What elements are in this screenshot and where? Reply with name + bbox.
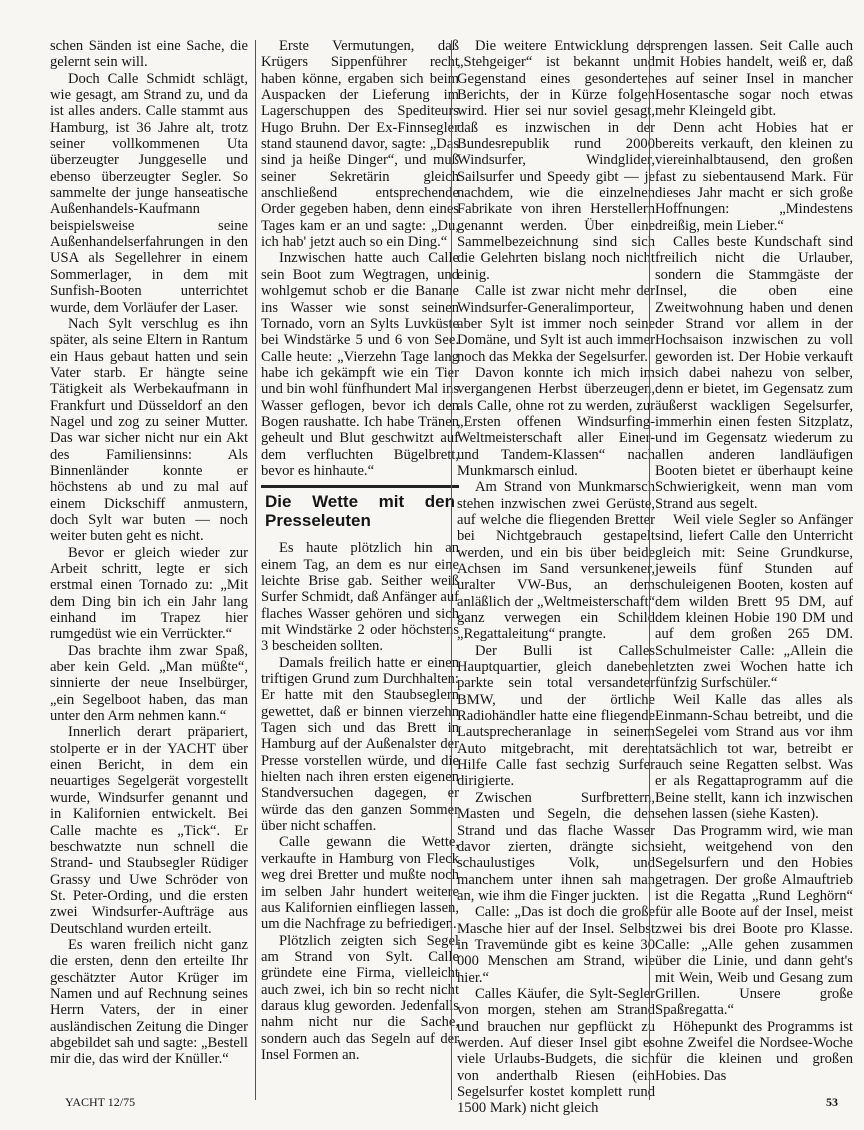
paragraph: Calle: „Das ist doch die große Masche hier auf der Insel. Selbst in Travemünde gibt es keine 30 000 Menschen am Strand, wie hier.“ xyxy=(457,904,655,986)
paragraph: Weil Kalle das alles als Einmann-Schau betreibt, und die Segelei vom Strand aus vor ihm tatsächlich tot war, betreibt er auch seine Regatten selbst. Was er als Regattaprogramm auf die Beine stellt, kann ich inzwischen sehen lassen (siehe Kasten). xyxy=(655,691,853,823)
paragraph: Nach Sylt verschlug es ihn später, als seine Eltern in Rantum ein Haus gebaut hatten und sein Vater starb. Er hängte seine Tätigkeit als Werbekaufmann in Frankfurt und Düsseldorf an den Nagel und zog zu seiner Mutter. Das war sicher nicht nur ein Akt des Familiensinns: Als Binnenländer konnte er höchstens ab und zu mal auf einem Dickschiff anmustern, doch Sylt war buten — noch weiter buten geht es nicht. xyxy=(50,315,248,545)
paragraph: Das Programm wird, wie man sieht, weitgehend von den Segelsurfern und den Hobies getragen. Der große Almauftrieb ist die Regatta „Rund Leghörn“ für alle Boote auf der Insel, meist zwei bis drei Boote pro Klasse. Calle: „Alle gehen zusammen über die Linie, und dann geht's mit Wein, Weib und Gesang zum Grillen. Unsere große Spaßregatta.“ xyxy=(655,822,853,1019)
paragraph: Doch Calle Schmidt schlägt, wie gesagt, am Strand zu, und da ist alles anders. Calle stammt aus Hamburg, ist 36 Jahre alt, trotz seiner vollkommenen Uta überzeugter Junggeselle und ebenso überzeugter Segler. So sammelte der junge hanseatische Außenhandels-Kaufmann beispielsweise seine Außenhandelserfahrungen in den USA als Segellehrer in einem Sommerlager, in dem mit Sunfish-Booten unterrichtet wurde, dem Vorläufer der Laser. xyxy=(50,70,248,316)
paragraph: Am Strand von Munkmarsch stehen inzwischen zwei Gerüste, auf welche die fliegenden Bretter bei Nichtgebrauch gestapelt werden, und ein bis über beide Achsen im Sand versunkener, uralter VW-Bus, an dem anläßlich der „Weltmeisterschaft“ ganz verwegen ein Schild „Regattaleitung“ prangte. xyxy=(457,479,655,643)
paragraph: schen Sänden ist eine Sache, die gelernt sein will. xyxy=(50,38,248,71)
paragraph: Erste Vermutungen, daß Krügers Sippenführer recht haben könne, ergaben sich beim Auspacken der Lieferung im Lagerschuppen des Spediteurs Hugo Bruhn. Der Ex-Finnsegler stand staunend davor, sagte: „Das sind ja heiße Dinger“, und muß seiner Sekretärin gleich anschließend entsprechende Order gegeben haben, denn eines Tages kam er an und sagte: „Du, ich hab' jetzt auch so ein Ding.“ xyxy=(261,38,459,251)
paragraph: Es waren freilich nicht ganz die ersten, denn den erteilte Ihr geschätzter Autor Krüger im Namen und auf Rechnung seines Herrn Vaters, der in einer ausländischen Zeitung die Dinger abgebildet sah und sagte: „Bestell mir die, das wird der Knüller.“ xyxy=(50,936,248,1068)
column-divider xyxy=(255,40,256,1100)
paragraph: Der Bulli ist Calles Hauptquartier, gleich daneben parkte sein total versandeter BMW, und der örtliche Radiohändler hatte eine fliegende Lautsprecheranlage in seinem Auto mitgebracht, mit deren Hilfe Calle fast sechzig Surfer dirigierte. xyxy=(457,642,655,790)
text-column-2 xyxy=(261,38,459,1063)
text-column-3 xyxy=(457,38,655,1117)
paragraph: Höhepunkt des Programms ist ohne Zweifel die Nordsee-Woche für die kleinen und großen Hobies. Das xyxy=(655,1018,853,1084)
column-divider xyxy=(451,40,452,1100)
paragraph: Bevor er gleich wieder zur Arbeit schritt, legte er sich erstmal einen Tornado zu: „Mit dem Ding bin ich ein Jahr lang einhand im Trapez hier rumgedüst wie ein Verrückter.“ xyxy=(50,544,248,643)
magazine-issue-label: YACHT 12/75 xyxy=(65,1095,136,1109)
paragraph: Calle ist zwar nicht mehr der Windsurfer-Generalimporteur, aber Sylt ist immer noch seine Domäne, und Sylt ist auch immer noch das Mekka der Segelsurfer. xyxy=(457,283,655,365)
paragraph: Zwischen Surfbrettern, Masten und Segeln, die den Strand und das flache Wasser davor zierten, drängte sich schaulustiges Volk, und manchem unter ihnen sah man an, wie ihm die Finger juckten. xyxy=(457,789,655,904)
page-number: 53 xyxy=(826,1095,838,1109)
paragraph: Die weitere Entwicklung der „Stehgeiger“ ist bekannt und Gegenstand eines gesonderten Berichts, der in Kürze folgen wird. Hier sei nur soviel gesagt, daß es inzwischen in der Bundesrepublik rund 2000 Windsurfer, Windglider, Sailsurfer und Speedy gibt — je nachdem, wie die einzelnen Fabrikate von ihren Herstellern genannt werden. Über eine Sammelbezeichnung sind sich die Gelehrten bislang noch nicht einig. xyxy=(457,38,655,283)
paragraph: Inzwischen hatte auch Calle sein Boot zum Wegtragen, und wohlgemut schob er die Banane ins Wasser wie sonst seinen Tornado, vorn an Sylts Luvküste bei Windstärke 5 und 6 von See. Calle heute: „Vierzehn Tage lang habe ich gekämpft wie ein Tier und bin wohl fünfhundert Mal ins Wasser geflogen, bevor ich den Bogen raushatte. Ich habe Tränen geheult und Blut geschwitzt auf dem verfluchten Bügelbrett, bevor es hinhaute.“ xyxy=(261,250,459,479)
paragraph: Weil viele Segler so Anfänger sind, liefert Calle den Unterricht gleich mit: Seine Grundkurse, jeweils fünf Stunden auf schuleigenen Booten, kosten auf dem wilden Brett 95 DM, auf dem kleinen Hobie 190 DM und auf dem großen 265 DM. Schulmeister Calle: „Allein die letzten zwei Wochen hatte ich fünfzig Surfschüler.“ xyxy=(655,511,853,692)
paragraph: Calle gewann die Wette, verkaufte in Hamburg von Fleck weg drei Bretter und mußte noch im selben Jahr hundert weitere aus Kalifornien einfliegen lassen, um die Nachfrage zu befriedigen. xyxy=(261,834,459,933)
paragraph: Das brachte ihm zwar Spaß, aber kein Geld. „Man müßte“, sinnierte der neue Inselbürger, „ein Segelboot haben, das man unter den Arm nehmen kann.“ xyxy=(50,642,248,725)
paragraph: Es haute plötzlich hin an einem Tag, an dem es nur eine leichte Brise gab. Seither weiß Surfer Schmidt, daß Anfänger auf flaches Wasser gehören und sich mit Windstärke 2 oder höchstens 3 bescheiden sollten. xyxy=(261,540,459,655)
paragraph: Calles Käufer, die Sylt-Segler von morgen, stehen am Strand und brauchen nur gepflückt zu werden. Auf dieser Insel gibt es viele Urlaubs-Budgets, die sich von anderthalb Riesen (ein Segelsurfer kostet komplett rund 1500 Mark) nicht gleich xyxy=(457,985,655,1117)
column-divider xyxy=(649,40,650,1100)
text-column-4 xyxy=(655,38,853,1084)
section-heading: Die Wette mit den Presseleuten xyxy=(261,485,459,534)
paragraph: sprengen lassen. Seit Calle auch mit Hobies handelt, weiß er, daß es auf seiner Insel in mancher Hosentasche sogar noch etwas mehr Kleingeld gibt. xyxy=(655,38,853,120)
paragraph: Innerlich derart präpariert, stolperte er in der YACHT über einen Bericht, in dem ein neuartiges Segelgerät vorgestellt wurde, Windsurfer genannt und in Kalifornien entwickelt. Bei Calle machte es „Tick“. Er beschwatzte nun schnell die Strand- und Staubsegler Rüdiger Grassy und Uwe Schröder von St. Peter-Ording, und die ersten zwei Windsurfer-Aufträge aus Deutschland wurden erteilt. xyxy=(50,724,248,937)
paragraph: Calles beste Kundschaft sind freilich nicht die Urlauber, sondern die Stammgäste der Insel, die oben eine Zweitwohnung haben und denen der Strand vor allem in der Hochsaison inzwischen zu voll geworden ist. Der Hobie verkauft sich dabei nahezu von selber, denn er bietet, im Gegensatz zum äußerst wackligen Segelsurfer, immerhin einen festen Sitzplatz, und im Gegensatz wiederum zu allen anderen landläufigen Booten bietet er überhaupt keine Schwierigkeit, wenn man vom Strand aus segelt. xyxy=(655,234,853,512)
paragraph: Denn acht Hobies hat er bereits verkauft, den kleinen zu viereinhalbtausend, den großen fast zu siebentausend Mark. Für dieses Jahr macht er sich große Hoffnungen: „Mindestens dreißig, mein Lieber.“ xyxy=(655,119,853,234)
text-column-1 xyxy=(50,38,248,1068)
paragraph: Plötzlich zeigten sich Segel am Strand von Sylt. Calle gründete eine Firma, vielleicht auch zwei, ich bin so recht nicht daraus klug geworden. Jedenfalls nahm nicht nur die Sache, sondern auch das Segeln auf der Insel Formen an. xyxy=(261,932,459,1063)
paragraph: Damals freilich hatte er einen triftigen Grund zum Durchhalten: Er hatte mit den Staubseglern gewettet, daß er binnen vierzehn Tagen sich und das Brett in Hamburg auf der Außenalster der Presse vorstellen würde, und die hielten nach ihren ersten eigenen Standversuchen dagegen, er würde das den ganzen Sommer über nicht schaffen. xyxy=(261,654,459,835)
paragraph: Davon konnte ich mich im vergangenen Herbst überzeugen, als Calle, ohne rot zu werden, zur „Ersten offenen Windsurfing-Weltmeisterschaft aller Einer- und Tandem-Klassen“ nach Munkmarsch einlud. xyxy=(457,364,655,479)
